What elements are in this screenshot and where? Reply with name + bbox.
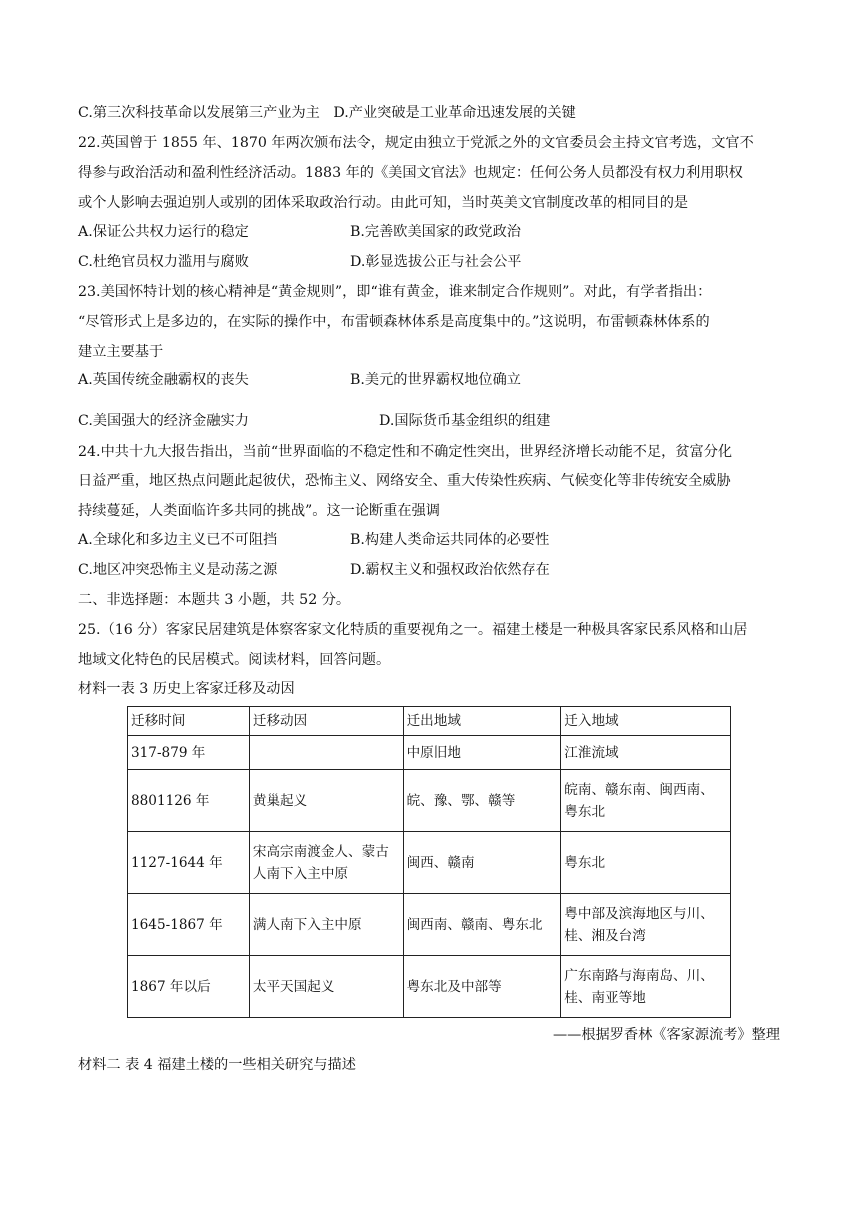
table-cell	[249, 736, 403, 770]
q23-stem-line2: “尽管形式上是多边的，在实际的操作中，布雷顿森林体系是高度集中的。”这说明，布雷顿森林体系的	[78, 314, 710, 330]
q24-option-c: C.地区冲突恐怖主义是动荡之源	[78, 562, 278, 578]
q21-opt-d-text: D.产业突破是工业革命迅速发展的关键	[333, 105, 576, 121]
table-cell: 中原旧地	[403, 736, 561, 770]
material2-title: 材料二 表 4 福建土楼的一些相关研究与描述	[78, 1057, 356, 1073]
table-source-note: ——根据罗香林《客家源流考》整理	[552, 1027, 780, 1043]
q22-option-a: A.保证公共权力运行的稳定	[78, 224, 249, 240]
q23-option-c: C.美国强大的经济金融实力	[78, 413, 249, 429]
table-row	[128, 770, 731, 832]
table-cell: 1127-1644 年	[128, 832, 250, 894]
table-cell: 闽西南、赣南、粤东北	[403, 894, 561, 956]
table-header-cell: 迁移时间	[128, 707, 250, 736]
q22-option-d: D.彰显选拔公正与社会公平	[350, 254, 522, 270]
q22-stem-line3: 或个人影响去强迫别人或别的团体采取政治行动。由此可知，当时英美文官制度改革的相同目的是	[78, 195, 689, 211]
section-heading: 二、非选择题：本题共 3 小题，共 52 分。	[78, 592, 351, 608]
migration-table	[127, 706, 731, 1018]
q22-stem-line2: 得参与政治活动和盈利性经济活动。1883 年的《美国文官法》也规定：任何公务人员都没有权力利用职权	[78, 165, 743, 181]
q21-option-c	[78, 103, 576, 123]
table-cell: 1867 年以后	[128, 956, 250, 1018]
table-row	[128, 736, 731, 770]
table-header-cell: 迁入地域	[561, 707, 731, 736]
table-header-row	[128, 707, 731, 736]
table-cell: 粤东北	[561, 832, 731, 894]
q23-option-d: D.国际货币基金组织的组建	[379, 413, 551, 429]
table-header-cell: 迁移动因	[249, 707, 403, 736]
table-cell: 黄巢起义	[249, 770, 403, 832]
q22-option-b: B.完善欧美国家的政党政治	[350, 224, 521, 240]
table-cell: 317-879 年	[128, 736, 250, 770]
table-cell: 粤中部及滨海地区与川、桂、湘及台湾	[561, 894, 731, 956]
table-cell: 宋高宗南渡金人、蒙古人南下入主中原	[249, 832, 403, 894]
table-cell: 太平天国起义	[249, 956, 403, 1018]
material1-title: 材料一表 3 历史上客家迁移及动因	[78, 681, 295, 697]
q21-opt-c-text: C.第三次科技革命以发展第三产业为主	[78, 105, 320, 121]
q22-stem-line1: 22.英国曾于 1855 年、1870 年两次颁布法令，规定由独立于党派之外的文官委员会主持文官考选，文官不	[78, 135, 754, 151]
q25-stem-line2: 地域文化特色的民居模式。阅读材料，回答问题。	[78, 652, 391, 668]
q22-option-c: C.杜绝官员权力滥用与腐败	[78, 254, 249, 270]
table-cell: 皖南、赣东南、闽西南、粤东北	[561, 770, 731, 832]
table-cell: 满人南下入主中原	[249, 894, 403, 956]
q24-stem-line1: 24.中共十九大报告指出，当前“世界面临的不稳定性和不确定性突出，世界经济增长动能不足，贫富分化	[78, 444, 733, 460]
table-header-cell: 迁出地域	[403, 707, 561, 736]
table-cell: 皖、豫、鄂、赣等	[403, 770, 561, 832]
table-cell: 江淮流域	[561, 736, 731, 770]
table-row	[128, 832, 731, 894]
q24-stem-line2: 日益严重，地区热点问题此起彼伏，恐怖主义、网络安全、重大传染性疾病、气候变化等非传统安全威胁	[78, 473, 731, 489]
table-cell: 8801126 年	[128, 770, 250, 832]
q23-option-a: A.英国传统金融霸权的丧失	[78, 372, 249, 388]
table-row	[128, 894, 731, 956]
table-cell: 广东南路与海南岛、川、桂、南亚等地	[561, 956, 731, 1018]
table-cell: 粤东北及中部等	[403, 956, 561, 1018]
q24-stem-line3: 持续蔓延，人类面临许多共同的挑战”。这一论断重在强调	[78, 503, 440, 519]
q23-stem-line3: 建立主要基于	[78, 344, 164, 360]
q24-option-b: B.构建人类命运共同体的必要性	[350, 532, 550, 548]
q24-option-d: D.霸权主义和强权政治依然存在	[350, 562, 550, 578]
q23-stem-line1: 23.美国怀特计划的核心精神是“黄金规则”，即“谁有黄金，谁来制定合作规则”。对此，有学者指出：	[78, 284, 712, 300]
table-row	[128, 956, 731, 1018]
q23-option-b: B.美元的世界霸权地位确立	[350, 372, 521, 388]
q25-stem-line1: 25.（16 分）客家民居建筑是体察客家文化特质的重要视角之一。福建土楼是一种极具客家民系风格和山居	[78, 622, 748, 638]
q24-option-a: A.全球化和多边主义已不可阻挡	[78, 532, 278, 548]
table-cell: 1645-1867 年	[128, 894, 250, 956]
table-cell: 闽西、赣南	[403, 832, 561, 894]
